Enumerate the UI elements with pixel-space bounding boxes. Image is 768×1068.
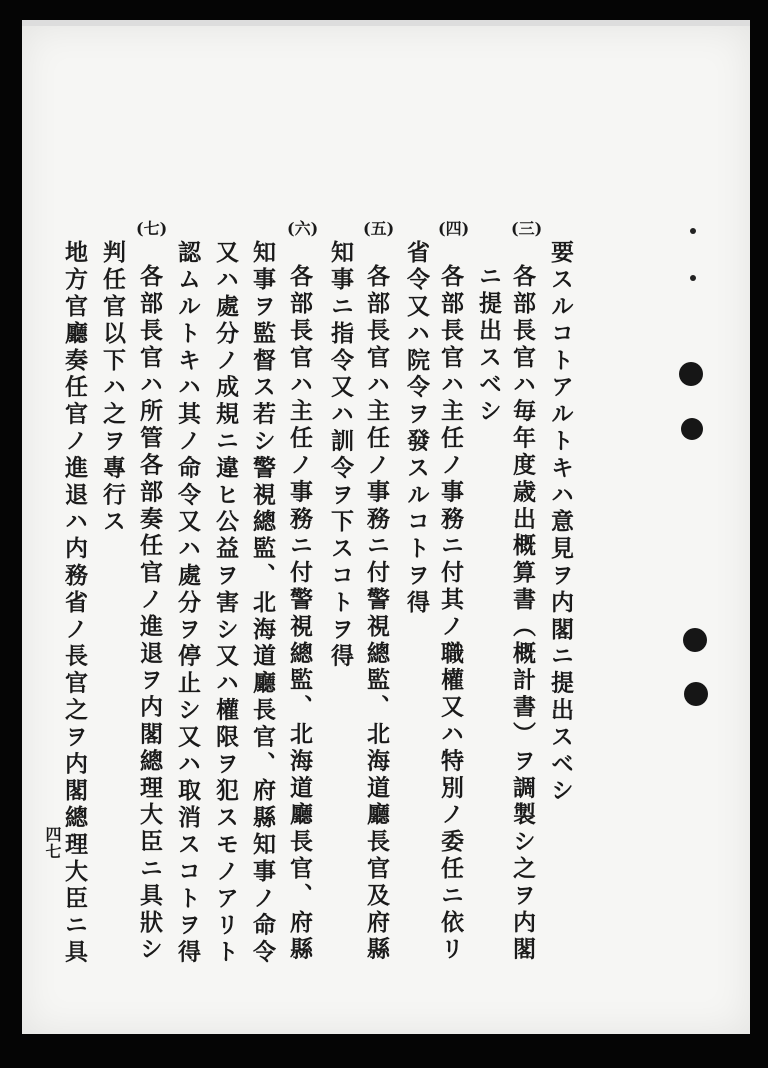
text-column-6: 各部長官ハ主任ノ事務ニ付警視總監、北海道廳長官及府縣	[363, 264, 390, 964]
text-column-8: 各部長官ハ主任ノ事務ニ付警視總監、北海道廳長官、府縣	[286, 264, 313, 964]
text-column-7: 知事ニ指令又ハ訓令ヲ下スコトヲ得	[327, 240, 354, 671]
item-number-3: (三)	[511, 219, 543, 238]
item-number-7: (七)	[136, 219, 168, 238]
text-column-3: ニ提出スベシ	[475, 264, 502, 426]
text-column-4: 各部長官ハ主任ノ事務ニ付其ノ職權又ハ特別ノ委任ニ依リ	[437, 264, 464, 964]
item-number-5: (五)	[363, 219, 395, 238]
binding-hole-3	[683, 628, 707, 652]
binding-hole-2	[681, 418, 703, 440]
item-number-4: (四)	[438, 219, 470, 238]
item-number-6: (六)	[287, 219, 319, 238]
text-column-10: 又ハ處分ノ成規ニ違ヒ公益ヲ害シ又ハ權限ヲ犯スモノアリト	[212, 240, 239, 967]
page-number: 四七	[43, 826, 62, 860]
text-column-14: 地方官廳奏任官ノ進退ハ内務省ノ長官之ヲ内閣總理大臣ニ具	[61, 240, 88, 967]
margin-mark-2	[690, 275, 696, 281]
binding-hole-1	[679, 362, 703, 386]
text-column-11: 認ムルトキハ其ノ命令又ハ處分ヲ停止シ又ハ取消スコトヲ得	[174, 240, 201, 967]
binding-hole-4	[684, 682, 708, 706]
text-column-9: 知事ヲ監督ス若シ警視總監、北海道廳長官、府縣知事ノ命令	[249, 240, 276, 967]
text-column-2: 各部長官ハ毎年度歳出概算書（概計書）ヲ調製シ之ヲ内閣	[509, 264, 536, 964]
text-column-5: 省令又ハ院令ヲ發スルコトヲ得	[403, 240, 430, 617]
text-column-1: 要スルコトアルトキハ意見ヲ内閣ニ提出スベシ	[547, 240, 574, 805]
text-column-13: 判任官以下ハ之ヲ專行ス	[99, 240, 126, 536]
margin-mark-1	[690, 228, 696, 234]
text-column-12: 各部長官ハ所管各部奏任官ノ進退ヲ内閣總理大臣ニ具狀シ	[136, 264, 163, 964]
